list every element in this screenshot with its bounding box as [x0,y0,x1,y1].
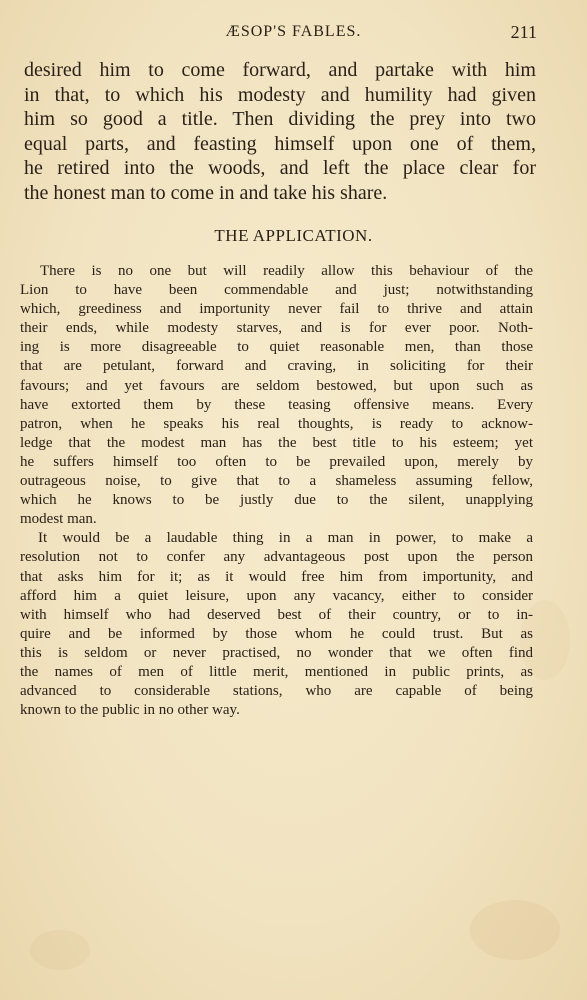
text-line: patron, when he speaks his real thoughts, is ready to acknow- [20,415,533,432]
text-line: that asks him for it; as it would free him from importunity, and [20,568,533,585]
text-line: desired him to come forward, and partake with him [24,59,536,81]
text-line: known to the public in no other way. [20,702,240,719]
application-body [20,262,533,720]
text-line: ing is more disagreeable to quiet reasonable men, than those [20,339,533,356]
text-line: their ends, while modesty starves, and is for ever poor. Noth- [20,320,533,337]
text-line: outrageous noise, to give that to a shameless assuming fellow, [20,473,533,490]
text-line: this is seldom or never practised, no wonder that we often find [20,644,533,661]
text-line: quire and be informed by those whom he could trust. But as [20,625,533,642]
fable-continuation [24,58,536,205]
text-line: the names of men of little merit, mentioned in public prints, as [20,663,533,680]
foxing-stain [470,900,560,960]
running-header [0,22,587,46]
text-line: with himself who had deserved best of their country, or to in- [20,606,533,623]
text-line: equal parts, and feasting himself upon one of them, [24,132,536,155]
paragraph [20,262,533,529]
text-line: There is no one but will readily allow this behaviour of the [40,263,533,279]
text-line: that are petulant, forward and craving, in soliciting for their [20,358,533,375]
text-line: the honest man to come in and take his share. [24,181,388,204]
text-line: ledge that the modest man has the best title to his esteem; yet [20,434,533,451]
text-line: which he knows to be justly due to the silent, unapplying [20,492,533,509]
text-line: Lion to have been commendable and just; notwithstanding [20,282,533,299]
application-heading: THE APPLICATION. [214,226,373,245]
paragraph [20,529,533,720]
text-line: advanced to considerable stations, who are capable of being [20,683,533,700]
text-line: afford him a quiet leisure, upon any vacancy, either to consider [20,587,533,604]
text-line: have extorted them by these teasing offensive means. Every [20,396,533,413]
text-line: resolution not to confer any advantageous post upon the person [20,549,533,566]
running-title: ÆSOP'S FABLES. [225,23,362,40]
text-line: which, greediness and importunity never fail to thrive and attain [20,301,533,318]
text-line: favours; and yet favours are seldom bestowed, but upon such as [20,377,533,394]
text-line: modest man. [20,511,97,528]
text-line: he suffers himself too often to be prevailed upon, merely by [20,453,533,470]
text-line: he retired into the woods, and left the place clear for [24,157,536,179]
foxing-stain [30,930,90,970]
page-number: 211 [510,22,537,42]
text-line: in that, to which his modesty and humility had given [24,83,536,106]
text-line: It would be a laudable thing in a man in power, to make a [38,530,533,547]
text-line: him so good a title. Then dividing the prey into two [24,108,536,130]
